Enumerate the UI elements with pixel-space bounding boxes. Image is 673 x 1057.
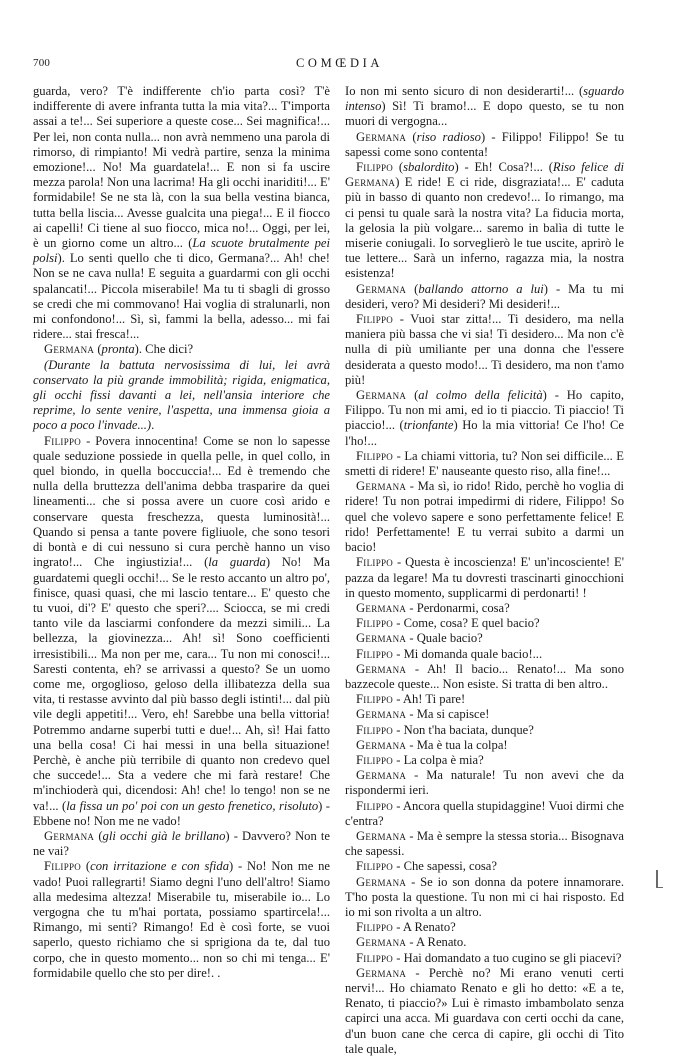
- stage-direction: Riso felice di: [552, 160, 625, 175]
- dialogue-text: ) - No! Non me ne vado! Puoi rallegrarti! Siamo degni l'uno dell'altro! Siamo alla medesima altezza! Miserabile tu, miserabile io... Lo vergogna che tu m'hai portata, possiamo spartircela!... Rimango, mi senti? Rimango! Ed è così forte, se vuoi saperlo, questo richiamo che si sprigiona da te, dal tuo corpo, che in questo momento... non so chi mi tenga... E' formidabile quello che sto per dire!. .: [33, 859, 330, 980]
- paragraph: [33, 829, 330, 859]
- paragraph: [345, 768, 624, 798]
- speaker-name: Filippo: [44, 433, 82, 448]
- dialogue-text: ) Sì! Ti bramo!... E dopo questo, se tu non muori di vergogna...: [345, 99, 624, 129]
- dialogue-text: - Vuoi star zitta!... Ti desidero, ma nella maniera più bassa che vi sia! Ti desidero... Ma non c'è nulla di più umiliante per una donna che l'essere desiderata a questo modo!... Ti desidero, ma non t'amo più!: [345, 312, 624, 387]
- dialogue-text: - Ma si capisce!: [406, 707, 490, 722]
- dialogue-text: - Quale bacio?: [406, 631, 483, 646]
- speaker-name: Germana: [345, 175, 396, 190]
- dialogue-text: - Perchè no? Mi erano venuti certi nervi!... Ho chiamato Renato e gli ho detto: «E a te, Renato, ti piaccio?» Lui è rimasto imbambolato senza capirci una acca. Mi guardava con certi occhi da cane, d'un buon cane che cerca di capire, gli occhi di Tito tale quale,: [345, 965, 624, 1056]
- dialogue-text: - A Renato.: [406, 935, 467, 950]
- dialogue-text: - Se io son donna da potere innamorare. T'ho posta la questione. Tu non mi ci hai risposto. Ed io mi son rivolta a un altro.: [345, 874, 624, 919]
- speaker-name: Germana: [356, 965, 407, 980]
- paragraph: [345, 662, 624, 692]
- stage-direction: trionfante: [403, 418, 454, 433]
- stage-direction: ballando attorno a lui: [418, 281, 544, 296]
- dialogue-text: (: [393, 160, 404, 175]
- stage-direction: La scuote brutalmente pei polsi: [33, 236, 330, 266]
- dialogue-text: - Povera innocentina! Come se non lo sapesse quale seduzione possiede in quella pelle, in quel collo, in quel biondo, in quella boccuccia!... Ed è tremendo che nulla della bruttezza dell'anima debba trasparire da quei lineamenti... che si possa avere un cuore così arido e conservare questa freschezza, questa luminosità!... Quando si pensa a tante povere figliuole, che sono tesori di bontà e di cui nessuno si cura perchè hanno un viso ingrato!... Che ingiustizia!... (: [33, 433, 330, 570]
- dialogue-text: (: [81, 859, 91, 874]
- speaker-name: Germana: [356, 661, 407, 676]
- speaker-name: Germana: [356, 479, 407, 494]
- paragraph: [345, 859, 624, 874]
- stage-direction: (Durante la battuta nervosissima di lui, lei avrà conservato la più grande immobilità; rigida, enigmatica, gli occhi fissi davanti a lei, nell'ansia interiore che reprime, lo sente venire, l'aspetta, una immensa gioia a poco a poco l'invade...): [33, 357, 330, 433]
- stage-direction: la guarda: [208, 555, 266, 570]
- dialogue-text: .: [151, 418, 155, 433]
- speaker-name: Filippo: [356, 920, 394, 935]
- dialogue-text: - Ah! Il bacio... Renato!... Ma sono bazzecole queste... Non esiste. Si tratta di ben altro..: [345, 661, 624, 691]
- paragraph: [345, 479, 624, 555]
- dialogue-text: - Perdonarmi, cosa?: [406, 600, 510, 615]
- speaker-name: Filippo: [356, 312, 394, 327]
- paragraph: [33, 358, 330, 434]
- scan-mark: [656, 870, 658, 888]
- dialogue-text: - Ah! Ti pare!: [393, 692, 466, 707]
- dialogue-text: - Ma naturale! Tu non avevi che da rispondermi ieri.: [345, 768, 624, 798]
- dialogue-text: Io non mi sento sicuro di non desiderarti!... (: [345, 84, 584, 98]
- dialogue-text: guarda, vero? T'è indifferente ch'io parta così? T'è indifferente di avere infranta tutta la mia vita?... T'importa assai a te!... Sei superiore a queste cose... Sei magnifica!... Per lei, non conta nulla... non avrà nemmeno una parola di rimorso, di rimpianto! Mi vedrà partire, senza la minima emozione!... No! Ma guardatela!... E non si fa uscire mezza parola! Non una lacrima! Ha gli occhi inariditi!... E' formidabile! Se ne sta là, con la sua bella vestina bianca, tutta bella liscia... Avesse gualcita una piega!... E il fiocco ai capelli! Ci tiene al suo fiocco, mica no!... Oggi, per lei, è un giorno come un altro... (: [33, 84, 330, 251]
- speaker-name: Germana: [44, 342, 95, 357]
- dialogue-text: (: [94, 828, 103, 843]
- dialogue-text: (: [406, 281, 419, 296]
- speaker-name: Filippo: [356, 555, 394, 570]
- speaker-name: Filippo: [356, 798, 394, 813]
- dialogue-text: - Come, cosa? E quel bacio?: [393, 616, 540, 631]
- speaker-name: Filippo: [356, 752, 394, 767]
- speaker-name: Filippo: [356, 950, 394, 965]
- paragraph: [345, 160, 624, 282]
- paragraph: [345, 829, 624, 859]
- dialogue-text: - Ancora quella stupidaggine! Vuoi dirmi che c'entra?: [345, 798, 624, 828]
- dialogue-text: ) Ho la mia vittoria! Ce l'ho! Ce l'ho!...: [345, 418, 625, 448]
- speaker-name: Filippo: [356, 448, 394, 463]
- paragraph: [345, 84, 624, 130]
- paragraph: [33, 342, 330, 357]
- paragraph: [345, 616, 624, 631]
- speaker-name: Filippo: [356, 859, 394, 874]
- dialogue-text: - Questa è incoscienza! E' un'incosciente! E' pazza da legare! Ma tu dovresti trascinarti ginocchioni in questo momento, supplicarmi di perdonarti! !: [345, 555, 624, 600]
- speaker-name: Germana: [356, 768, 407, 783]
- dialogue-text: - Ma sì, io rido! Rido, perchè ho voglia di ridere! Tu non potrai impedirmi di ridere, Filippo! So quel che volevo sapere e sono perfettamente felice! E rido! Perfettamente! E tu verrai subito a darmi un bacio!: [345, 479, 624, 555]
- stage-direction: la fissa un po' poi con un gesto frenetico, risoluto: [66, 798, 319, 813]
- dialogue-text: - Ma è tua la colpa!: [406, 737, 508, 752]
- paragraph: [345, 875, 624, 921]
- stage-direction: sbalordito: [403, 160, 455, 175]
- speaker-name: Germana: [356, 388, 407, 403]
- paragraph: [345, 130, 624, 160]
- left-column: [33, 84, 330, 981]
- speaker-name: Filippo: [356, 722, 394, 737]
- paragraph: [345, 312, 624, 388]
- speaker-name: Filippo: [44, 859, 82, 874]
- dialogue-text: ) - Ebbene no! Non me ne vado!: [33, 798, 330, 828]
- dialogue-text: ). Lo senti quello che ti dico, Germana?... Ah! che! Non se ne cava nulla! E seguita a guardarmi con gli occhi spalancati!... Piccola miserabile! Ma tu ti sbagli di grosso se credi che mi commovano! Hai voglia di stralunarli, non mi confondono!... Sì, sì, fammi la bella, adesso... mi fai ridere... stai fresca!...: [33, 251, 330, 342]
- dialogue-text: ) - Ho capito, Filippo. Tu non mi ami, ed io ti piaccio. Ti piaccio! Ti piaccio!... (: [345, 388, 624, 433]
- stage-direction: gli occhi già le brillano: [102, 828, 226, 843]
- speaker-name: Germana: [356, 129, 407, 144]
- speaker-name: Filippo: [356, 160, 394, 175]
- dialogue-text: - Mi domanda quale bacio!...: [393, 646, 543, 661]
- stage-direction: sguardo intenso: [345, 84, 624, 114]
- speaker-name: Filippo: [356, 646, 394, 661]
- paragraph: [345, 951, 624, 966]
- dialogue-text: (: [406, 388, 419, 403]
- right-column: [345, 84, 624, 1057]
- paragraph: [345, 631, 624, 646]
- paragraph: [345, 935, 624, 950]
- speaker-name: Germana: [356, 874, 407, 889]
- stage-direction: con irritazione e con sfida: [90, 859, 229, 874]
- stage-direction: riso radioso: [416, 129, 481, 144]
- paragraph: [33, 859, 330, 981]
- stage-direction: al colmo della felicità: [418, 388, 543, 403]
- dialogue-text: - La chiami vittoria, tu? Non sei difficile... E smetti di ridere! E' nauseante questo riso, alla fine!...: [345, 448, 624, 479]
- paragraph: [345, 707, 624, 722]
- dialogue-text: (: [94, 342, 102, 357]
- paragraph: [345, 966, 624, 1057]
- speaker-name: Germana: [356, 828, 407, 843]
- speaker-name: Germana: [356, 707, 407, 722]
- paragraph: [345, 799, 624, 829]
- paragraph: [345, 555, 624, 601]
- running-head: COMŒDIA: [296, 56, 384, 70]
- paragraph: [345, 601, 624, 616]
- speaker-name: Filippo: [356, 616, 394, 631]
- speaker-name: Germana: [356, 631, 407, 646]
- dialogue-text: (: [406, 129, 417, 144]
- speaker-name: Germana: [356, 600, 407, 615]
- dialogue-text: ) E ride! E ci ride, disgraziata!... E' caduta più in basso di quanto non credevo!... Io rimango, ma ci pensi tu quale sarà la nostra vita? La fiducia morta, la gelosia la più volgare... saremo in balìa di tutte le miserie coniugali. Io sorveglierò le tue uscite, aprirò le tue lettere... Sarà un inferno, ragazza mia, la nostra esistenza!: [345, 175, 624, 281]
- dialogue-text: - Hai domandato a tuo cugino se gli piacevi?: [393, 950, 622, 965]
- speaker-name: Germana: [356, 737, 407, 752]
- dialogue-text: - Che sapessi, cosa?: [393, 859, 497, 874]
- paragraph: [33, 434, 330, 829]
- speaker-name: Germana: [356, 935, 407, 950]
- page-number: 700: [33, 57, 51, 69]
- speaker-name: Filippo: [356, 692, 394, 707]
- paragraph: [345, 753, 624, 768]
- paragraph: [345, 449, 624, 479]
- dialogue-text: ) - Davvero? Non te ne vai?: [33, 828, 330, 859]
- dialogue-text: ) No! Ma guardatemi quegli occhi!... Se le resto accanto un altro po', finisce, quasi quasi, che mi lascio tentare... E' questo che tu vuoi, di'? E' questo che speri?.... Sciocca, se mi credi tanto vile da lasciarmi confondere da mezzi simili... La bellezza, la giovinezza... Ah! sì! Sono coefficienti irresistibili... Ma non per me, cara... Tu non mi conosci!... Saresti contenta, eh? se arrivassi a questo? Se un uomo come me, orgoglioso, geloso della illibatezza della sua vita, ti restasse avvinto dal più basso degli istinti!... dal più vile degli appetiti!... Vero, eh! Sarebbe una bella vittoria! Potremmo andarne superbi tutti e due!... Ah, sì! Hai fatto una bella cosa! Ci hai messi in una bella situazione! Perchè, è anche più terribile di quanto non credevo quel che succede!... Sta a vedere che mi farà restare! Che m'inchioderà qui, dicendosi: Ah! che! lo tengo! non se ne va!... (: [33, 555, 330, 813]
- paragraph: [345, 920, 624, 935]
- paragraph: [345, 692, 624, 707]
- dialogue-text: ) - Ma tu mi desideri, vero? Mi desideri? Mi desideri!...: [345, 281, 624, 311]
- dialogue-text: - A Renato?: [393, 920, 456, 935]
- paragraph: [345, 738, 624, 753]
- dialogue-text: ) - Eh! Cosa?!... (: [454, 160, 553, 175]
- dialogue-text: - Ma è sempre la stessa storia... Bisognava che sapessi.: [345, 828, 624, 859]
- speaker-name: Germana: [356, 281, 407, 296]
- paragraph: [345, 388, 624, 449]
- dialogue-text: ) - Filippo! Filippo! Se tu sapessi come sono contenta!: [345, 129, 624, 159]
- paragraph: [345, 647, 624, 662]
- paragraph: [33, 84, 330, 342]
- paragraph: [345, 723, 624, 738]
- dialogue-text: ). Che dici?: [134, 342, 194, 357]
- dialogue-text: - La colpa è mia?: [393, 752, 484, 767]
- stage-direction: pronta: [101, 342, 135, 357]
- dialogue-text: - Non t'ha baciata, dunque?: [393, 722, 534, 737]
- speaker-name: Germana: [44, 828, 95, 843]
- paragraph: [345, 282, 624, 312]
